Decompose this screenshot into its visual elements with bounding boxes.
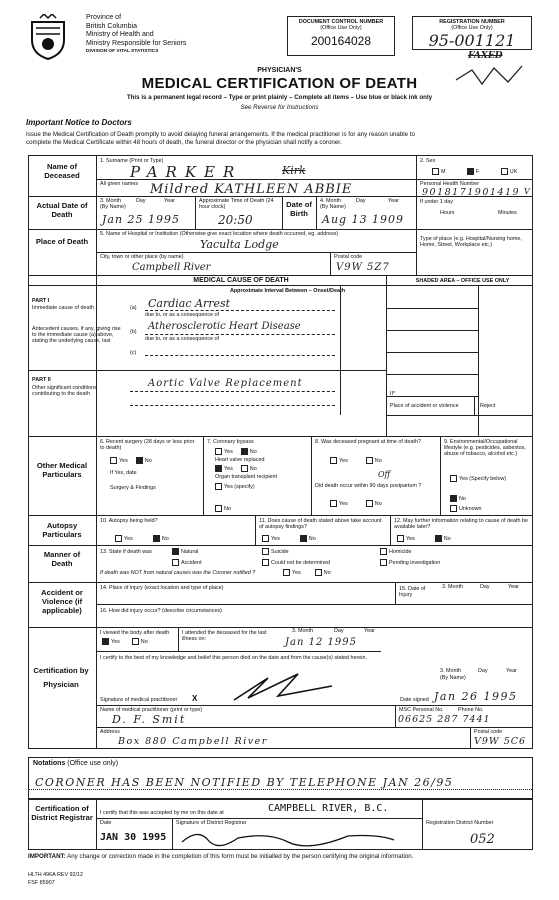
- cause-a-label: (a): [130, 305, 137, 311]
- doc-control-office-use: (Office Use Only): [320, 25, 362, 31]
- q15-month: 3. Month: [442, 584, 463, 590]
- physicians-label: PHYSICIAN'S: [257, 67, 302, 74]
- antecedent-label: Antecedent causes, if any, giving rise to the immediate cause (a) above, stating the underlying cause, last: [32, 326, 121, 344]
- q15-year: Year: [508, 584, 519, 590]
- natural-option: [172, 548, 198, 555]
- q12-options: [397, 535, 451, 542]
- q9-unknown-label: Unknown: [459, 505, 482, 512]
- surname-label: 1. Surname (Print or Type): [100, 158, 164, 164]
- death-by-name: (By Name): [100, 204, 126, 210]
- homicide-option: [380, 548, 411, 555]
- sex-uk-checkbox[interactable]: [501, 168, 508, 175]
- given-names-value: Mildred KATHLEEN ABBIE: [150, 182, 353, 197]
- section-date-of-death: Actual Date of Death: [36, 201, 88, 219]
- due-to-a: due to, or as a consequence of: [145, 312, 220, 318]
- date-signed-day: Day: [478, 668, 488, 674]
- suicide-label: Suicide: [271, 548, 289, 555]
- form-code: FSF 85907: [28, 880, 55, 886]
- certify-statement: I certify to the best of my knowledge and belief this person died on the date and from the cause(s) stated herein.: [100, 655, 367, 661]
- q8-yes-checkbox[interactable]: [330, 457, 337, 464]
- q10-yes-checkbox[interactable]: [115, 535, 122, 542]
- organ-no-label: No: [224, 505, 231, 512]
- death-time-label: Approximate Time of Death (24 hour clock): [199, 198, 274, 210]
- notice-line-1: Issue the Medical Certification of Death promptly to avoid delaying funeral arrangements. If the medical practitioner is for any reason unable to: [26, 131, 415, 138]
- other-significant-label: Other significant conditions contributing to the death: [32, 385, 97, 397]
- reject-label: Reject: [480, 403, 496, 409]
- notations-text: CORONER HAS BEEN NOTIFIED BY TELEPHONE JAN 26/95: [35, 776, 454, 789]
- attended-day: Day: [334, 628, 344, 634]
- birth-year-label: Year: [388, 198, 399, 204]
- msc-label: MSC Personal No.: [399, 707, 444, 713]
- registrar-signature: [178, 826, 398, 848]
- undetermined-label: Could not be determined: [271, 559, 331, 566]
- date-signed-by-name: (By Name): [440, 675, 466, 681]
- q10-no-checkbox[interactable]: [153, 535, 160, 542]
- accident-label: Accident: [181, 559, 202, 566]
- part-2-office-mark: II*: [390, 391, 396, 397]
- valve-no-label: No: [249, 465, 257, 472]
- notations-label: Notations: [33, 760, 66, 767]
- homicide-checkbox[interactable]: [380, 548, 387, 555]
- bc-text: British Columbia: [86, 22, 137, 30]
- q7-yes-checkbox[interactable]: [215, 448, 222, 455]
- surname-value: PARKER: [130, 163, 243, 181]
- see-reverse: See Reverse for Instructions: [240, 104, 319, 111]
- organ-no-checkbox[interactable]: [215, 505, 222, 512]
- within90-no-checkbox[interactable]: [366, 500, 373, 507]
- attended-month: 3. Month: [292, 628, 313, 634]
- practitioner-name-label: Name of medical practitioner (print or type): [100, 707, 203, 713]
- signature-label: Signature of medical practitioner: [100, 697, 178, 703]
- province-text: Province of: [86, 14, 122, 21]
- page-subtitle: This is a permanent legal record – Type or print plainly – Complete all items – Use blue or black ink only: [126, 94, 433, 101]
- place-type-label: Type of place (e.g. Hospital/Nursing home, Home, Street, Workplace etc.): [420, 236, 522, 248]
- date-signed-value: Jan 26 1995: [434, 690, 518, 703]
- page-title: MEDICAL CERTIFICATION OF DEATH: [141, 75, 418, 92]
- natural-checkbox[interactable]: [172, 548, 179, 555]
- q6-if-yes: If Yes, date: [110, 470, 137, 476]
- division-text: DIVISION OF VITAL STATISTICS: [86, 49, 159, 55]
- within90-no-label: No: [374, 500, 382, 507]
- organ-yes-checkbox[interactable]: [215, 483, 222, 490]
- ministry-line-2: Ministry Responsible for Seniors: [86, 39, 187, 47]
- hours-label: Hours: [440, 210, 455, 216]
- accident-checkbox[interactable]: [172, 559, 179, 566]
- death-time-value: 20:50: [218, 213, 253, 227]
- q6-surgery-findings: Surgery & Findings: [110, 485, 156, 491]
- q7-no-checkbox[interactable]: [241, 448, 248, 455]
- cert-postal-label: Postal code: [474, 729, 503, 735]
- q12-no-checkbox[interactable]: [435, 535, 442, 542]
- organ-no-option: [215, 505, 231, 512]
- death-year-label: Year: [164, 198, 175, 204]
- q8-no-label: No: [374, 457, 382, 464]
- bc-crest-logo: [28, 14, 68, 60]
- natural-label: Natural: [181, 548, 199, 555]
- q11-no-label: No: [308, 535, 316, 542]
- q12-no-label: No: [443, 535, 451, 542]
- reg-office-use: (Office Use Only): [451, 25, 493, 31]
- q8-no-checkbox[interactable]: [366, 457, 373, 464]
- date-signed-label: Date signed: [400, 697, 429, 703]
- within90-yes-checkbox[interactable]: [330, 500, 337, 507]
- pending-checkbox[interactable]: [380, 559, 387, 566]
- section-autopsy: Autopsy Particulars: [42, 521, 82, 539]
- valve-yes-checkbox[interactable]: [215, 465, 222, 472]
- q11-yes-label: Yes: [271, 535, 280, 542]
- place-postal-value: V9W 5Z7: [336, 262, 390, 273]
- coroner-question: If death was NOT from natural causes was the Coroner notified ?: [100, 570, 256, 576]
- q9-unknown-checkbox[interactable]: [450, 505, 457, 512]
- q6-yes-label: Yes: [119, 457, 128, 464]
- registrar-place: CAMPBELL RIVER, B.C.: [268, 803, 389, 814]
- q6-no-checkbox[interactable]: [136, 457, 143, 464]
- q7-yes-label: Yes: [224, 448, 233, 455]
- q9-yes-label: Yes (Specify below): [459, 475, 507, 482]
- due-to-b: due to, or as a consequence of: [145, 336, 220, 342]
- coroner-yes-label: Yes: [292, 569, 301, 576]
- place-city-value: Campbell River: [132, 262, 211, 273]
- form-number: HLTH 496A REV 92/12: [28, 872, 84, 878]
- q15-label: 15. Date of Injury: [399, 586, 426, 598]
- q12-yes-label: Yes: [406, 535, 415, 542]
- q9-unknown-option: [450, 505, 481, 512]
- coroner-no-checkbox[interactable]: [315, 569, 322, 576]
- pending-label: Pending investigation: [389, 559, 441, 566]
- organ-label: Organ transplant recipient: [215, 474, 278, 480]
- phn-value: 9018171901419: [422, 187, 521, 198]
- viewed-yes-label: Yes: [111, 638, 120, 645]
- q9-no-label: No: [459, 495, 466, 502]
- q10-yes-label: Yes: [124, 535, 133, 542]
- q8-off-note: Off: [378, 470, 391, 479]
- part-1-label: PART I: [32, 298, 50, 304]
- section-date-of-birth: Date of Birth: [286, 200, 312, 218]
- birth-month-label: 4. Month: [320, 198, 341, 204]
- q9-yes-option: [450, 475, 506, 482]
- q12-yes-checkbox[interactable]: [397, 535, 404, 542]
- q15-day: Day: [480, 584, 490, 590]
- section-place-of-death: Place of Death: [35, 237, 89, 246]
- district-value: 052: [470, 832, 495, 847]
- immediate-cause-label: Immediate cause of death: [32, 305, 95, 311]
- valve-no-checkbox[interactable]: [241, 465, 248, 472]
- section-accident: Accident or Violence (if applicable): [41, 588, 83, 615]
- part-2-value: Aortic Valve Replacement: [148, 378, 303, 389]
- footer-text: Any change or correction made in the completion of this form must be initialled by the person certifying the original information.: [67, 853, 414, 860]
- organ-specify-label: Yes (specify): [224, 483, 255, 490]
- msc-phone-value: 06625 287 7441: [398, 714, 491, 725]
- valve-yes-label: Yes: [224, 465, 233, 472]
- undetermined-checkbox[interactable]: [262, 559, 269, 566]
- date-signed-month: 3. Month: [440, 668, 461, 674]
- death-date-value: Jan 25 1995: [102, 213, 181, 226]
- registrar-certify: I certify that this was accepted by me on this date at: [100, 810, 224, 816]
- practitioner-name-value: D. F. Smit: [112, 713, 187, 726]
- faxed-stamp: FAXED: [468, 51, 503, 61]
- q10-options: [115, 535, 169, 542]
- place-postal-label: Postal code: [334, 254, 363, 260]
- accident-option: [172, 559, 202, 566]
- shaded-area-label: SHADED AREA – OFFICE USE ONLY: [415, 278, 510, 284]
- place-name-label: 5. Name of Hospital or Institution (Otherwise give exact location where death occurred, eg. address): [100, 231, 339, 237]
- q11-yes-checkbox[interactable]: [262, 535, 269, 542]
- death-day-label: Day: [136, 198, 146, 204]
- q11-options: [262, 535, 316, 542]
- surname-extra: Kirk: [282, 164, 306, 177]
- q9-label: 9. Environmental/Occupational lifestyle (e.g. pesticides, asbestos, abuse of tobacco, alcohol etc.): [444, 439, 526, 457]
- q7-options: [215, 448, 257, 455]
- notations-office-use: (Office use only): [67, 760, 119, 767]
- attended-date-value: Jan 12 1995: [285, 637, 357, 648]
- organ-options: [215, 483, 255, 490]
- q9-no-checkbox[interactable]: [450, 495, 457, 502]
- footer-important: IMPORTANT:: [28, 853, 66, 860]
- ministry-line-1: Ministry of Health and: [86, 31, 154, 39]
- homicide-label: Homicide: [389, 548, 412, 555]
- birth-date-value: Aug 13 1909: [322, 213, 405, 226]
- section-certification: Certification by Physician: [33, 666, 89, 689]
- phn-label: Personal Health Number: [420, 181, 480, 187]
- q6-label: 6. Recent surgery (28 days or less prior to death): [100, 439, 195, 451]
- registrar-date-label: Date: [100, 820, 112, 826]
- coroner-no-label: No: [323, 569, 331, 576]
- q6-options: [110, 457, 152, 464]
- place-city-label: City, town or other place (by name): [100, 254, 184, 260]
- interval-label: Approximate Interval Between – Onset/Death: [230, 288, 346, 294]
- cause-a-value: Cardiac Arrest: [148, 297, 231, 310]
- birth-by-name: (By Name): [320, 204, 346, 210]
- cause-b-value: Atherosclerotic Heart Disease: [148, 321, 301, 332]
- attended-year: Year: [364, 628, 375, 634]
- signature-x: X: [192, 694, 198, 703]
- reg-number-box: [412, 16, 532, 50]
- q12-label: 12. May further information relating to cause of death be available later?: [394, 518, 528, 530]
- sex-m-label: M: [441, 168, 446, 175]
- q11-no-checkbox[interactable]: [300, 535, 307, 542]
- phone-label: Phone No.: [458, 707, 484, 713]
- q11-label: 11. Does cause of death stated above take account of autopsy findings?: [259, 518, 382, 530]
- coroner-options: [283, 569, 331, 576]
- q8-options: [330, 457, 382, 464]
- phn-extra: V: [524, 187, 530, 196]
- cert-postal-value: V9W 5C6: [474, 736, 527, 747]
- q7-no-label: No: [249, 448, 257, 455]
- viewed-no-checkbox[interactable]: [132, 638, 139, 645]
- registrar-date-value: JAN 30 1995: [100, 832, 167, 843]
- q9-no-option: [450, 495, 466, 502]
- under-1-day-label: If under 1 day: [420, 199, 453, 205]
- viewed-options: [102, 638, 148, 645]
- viewed-body-label: I viewed the body after death: [100, 630, 170, 636]
- physician-signature: [228, 668, 338, 708]
- given-names-label: All given names: [100, 181, 139, 187]
- q7-label: 7. Coronary bypass: [207, 439, 254, 445]
- undetermined-option: [262, 559, 330, 566]
- q9-yes-checkbox[interactable]: [450, 475, 457, 482]
- q16-label: 16. How did injury occur? (describe circumstances): [100, 608, 222, 614]
- viewed-no-label: No: [140, 638, 148, 645]
- cause-b-label: (b): [130, 329, 137, 335]
- minutes-label: Minutes: [498, 210, 517, 216]
- within-90-options: [330, 500, 382, 507]
- q8-yes-label: Yes: [339, 457, 348, 464]
- part-2-label: PART II: [32, 377, 51, 383]
- registrar-sig-label: Signature of District Registrar: [176, 820, 247, 826]
- cause-heading: MEDICAL CAUSE OF DEATH: [193, 277, 289, 284]
- q10-no-label: No: [161, 535, 169, 542]
- attended-label: I attended the deceased for the last illness on:: [182, 630, 267, 642]
- section-other-medical: Other Medical Particulars: [36, 461, 88, 479]
- reg-number-value: 95-001121: [428, 31, 516, 50]
- place-name-value: Yaculta Lodge: [200, 238, 279, 251]
- date-signed-year: Year: [506, 668, 517, 674]
- sex-m-checkbox[interactable]: [432, 168, 439, 175]
- district-label: Registration District Number: [426, 820, 494, 826]
- q13-label: 13. State if death was: [100, 549, 152, 555]
- section-manner: Manner of Death: [43, 550, 81, 568]
- address-value: Box 880 Campbell River: [118, 736, 268, 747]
- suicide-option: [262, 548, 289, 555]
- within90-yes-label: Yes: [339, 500, 348, 507]
- heart-valve-options: [215, 465, 257, 472]
- notice-line-2: complete the Medical Certificate within 48 hours of death, the funeral director or the physician shall notify a coroner.: [26, 139, 342, 146]
- sex-f-checkbox[interactable]: [467, 168, 474, 175]
- sex-f-label: F: [476, 168, 480, 175]
- notice-heading: Important Notice to Doctors: [26, 118, 132, 127]
- suicide-checkbox[interactable]: [262, 548, 269, 555]
- birth-day-label: Day: [356, 198, 366, 204]
- doc-control-label: DOCUMENT CONTROL NUMBER: [298, 19, 384, 25]
- section-registrar: Certification of District Registrar: [31, 804, 93, 822]
- address-label: Address: [100, 729, 120, 735]
- place-of-accident-label: Place of accident or violence: [390, 403, 459, 409]
- heart-valve-label: Heart valve replaced: [215, 457, 265, 463]
- q8-label: 8. Was deceased pregnant at time of death?: [315, 439, 421, 445]
- sex-options: [432, 168, 517, 175]
- notations-box: [28, 757, 533, 799]
- q10-label: 10. Autopsy being held?: [100, 518, 158, 524]
- within-90-label: Did death occur within 90 days postpartum ?: [315, 483, 422, 489]
- death-month-label: 3. Month: [100, 198, 121, 204]
- viewed-yes-checkbox[interactable]: [102, 638, 109, 645]
- sex-label: 2. Sex: [420, 158, 436, 164]
- section-name-of-deceased: Name of Deceased: [44, 162, 80, 180]
- doc-control-box: [287, 16, 395, 56]
- doc-control-number: 200164028: [310, 34, 372, 48]
- pending-option: [380, 559, 440, 566]
- q6-yes-checkbox[interactable]: [110, 457, 117, 464]
- reg-number-label: REGISTRATION NUMBER: [439, 19, 505, 25]
- coroner-yes-checkbox[interactable]: [283, 569, 290, 576]
- q14-label: 14. Place of injury (exact location and type of place): [100, 585, 224, 591]
- cause-c-label: (c): [130, 350, 137, 356]
- q6-no-label: No: [144, 457, 152, 464]
- sex-uk-label: UK: [509, 168, 518, 175]
